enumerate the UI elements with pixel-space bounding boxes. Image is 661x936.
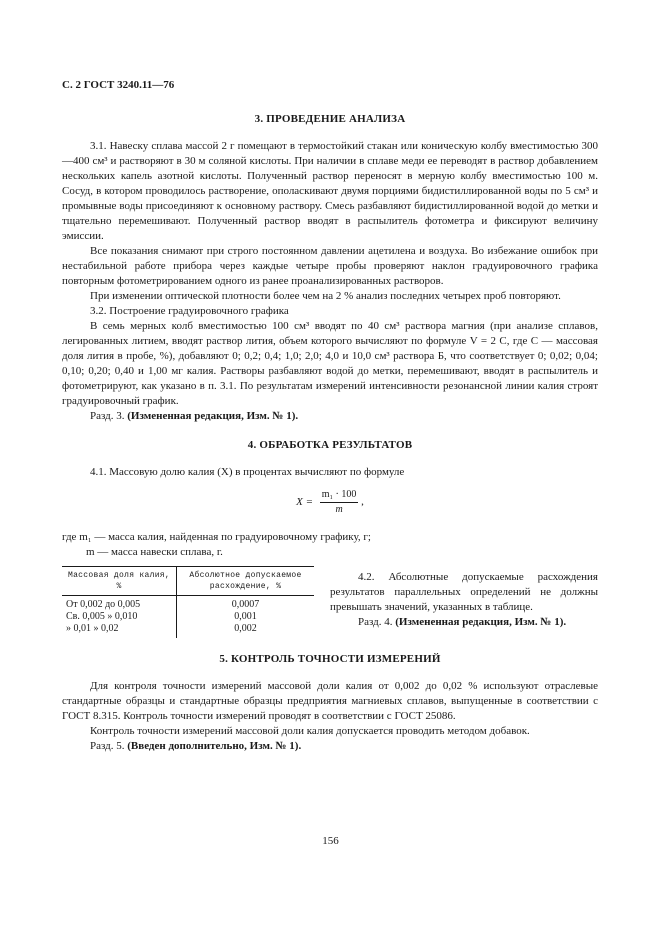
formula-tail: , — [361, 495, 364, 508]
table-header-mass-fraction: Массовая доля калия, % — [62, 567, 177, 596]
paragraph-3-1: 3.1. Навеску сплава массой 2 г помещают в термостойкий стакан или коническую колбу вместимостью 300—400 см³ и растворяют в 30 м соляной кислоты. При наличии в сплаве меди ее переводят в раствор добавлением нескольких капель азотной кислоты. Полученный раствор переносят в мерную колбу вместимостью 100 м. Сосуд, в котором проводилось растворение, ополаскивают двумя порциями бидистиллированной воды по 5 см³ и промывные воды присоединяют к основному раствору. Смесь разбавляют бидистиллированной водой до метки и тщательно перемешивают. Полученный раствор вводят в распылитель фотометра и фиксируют величину эмиссии. — [62, 140, 598, 242]
note-prefix: Разд. 4. — [358, 616, 396, 628]
table-cell-value: 0,001 — [234, 611, 257, 622]
formula-denominator: m — [335, 504, 343, 515]
paragraph-4-2-block — [330, 566, 598, 638]
tolerance-table — [62, 566, 314, 638]
table-cell-value: 0,0007 — [231, 599, 260, 610]
section-3 — [62, 112, 598, 424]
paragraph-3-2-title: 3.2. Построение градуировочного графика — [90, 305, 289, 317]
table-cell-range: Св. 0,005 » 0,010 — [62, 611, 177, 623]
note-amendment: (Измененная редакция, Изм. № 1). — [395, 616, 567, 628]
section-3-note — [62, 409, 598, 424]
section-4-note — [330, 615, 598, 630]
paragraph-5-2: Контроль точности измерений массовой доли калия допускается проводить методом добавок. — [90, 725, 530, 737]
table-header-tolerance: Абсолютное допускаемое расхождение, % — [177, 567, 315, 596]
note-prefix: Разд. 3. — [90, 410, 128, 422]
section-5-title: 5. КОНТРОЛЬ ТОЧНОСТИ ИЗМЕРЕНИЙ — [219, 653, 441, 665]
paragraph-3-1-repeat: При изменении оптической плотности более чем на 2 % анализ последних четырех проб повторяют. — [90, 290, 561, 302]
note-amendment: (Измененная редакция, Изм. № 1). — [127, 410, 299, 422]
table-cell-range: » 0,01 » 0,02 — [62, 623, 177, 638]
note-prefix: Разд. 5. — [90, 740, 128, 752]
section-4-title: 4. ОБРАБОТКА РЕЗУЛЬТАТОВ — [247, 439, 413, 451]
page-number: 156 — [322, 835, 339, 847]
section-5 — [62, 652, 598, 754]
note-amendment: (Введен дополнительно, Изм. № 1). — [127, 740, 302, 752]
table-cell-range: От 0,002 до 0,005 — [62, 596, 177, 612]
section-5-note — [62, 739, 598, 754]
paragraph-3-2: В семь мерных колб вместимостью 100 см³ вводят по 40 см³ раствора магния (при анализе сплавов, легированных литием, вводят раствор лития, объем которого вычисляют по формуле V = 2 C, где C — массовая доля лития в пробе, %), добавляют 0; 0,2; 0,4; 1,0; 2,0; 4,0 и 10,0 см³ раствора Б, что соответствует 0; 0,02; 0,04; 0,10; 0,20; 0,40 и 1,00 мг калия. Растворы разбавляют водой до метки, перемешивают, вводят в распылитель и фотометрируют, как указано в п. 3.1. По результатам измерений интенсивности резонансной линии калия строят градуировочный график. — [62, 320, 598, 407]
section-3-title: 3. ПРОВЕДЕНИЕ АНАЛИЗА — [254, 113, 406, 125]
formula-fraction — [320, 488, 359, 516]
formula-lhs: X = — [296, 495, 314, 508]
definition-m: m — масса навески сплава, г. — [86, 546, 223, 558]
paragraph-4-2: 4.2. Абсолютные допускаемые расхождения результатов параллельных определений не должны превышать значений, указанных в таблице. — [330, 571, 598, 613]
formula-numerator: m₁ · 100 — [320, 488, 359, 503]
formula — [62, 488, 598, 522]
formula-definitions — [62, 530, 598, 560]
section-4 — [62, 438, 598, 638]
definition-m1: где m₁ — масса калия, найденная по градуировочному графику, г; — [62, 531, 371, 543]
document-page — [62, 78, 598, 754]
paragraph-3-1-readings: Все показания снимают при строго постоянном давлении ацетилена и воздуха. Во избежание ошибок при нестабильной работе прибора через каждые четыре пробы проверяют наклон градуировочного графика повторным фотометрированием одного из ранее проанализированных растворов. — [62, 245, 598, 287]
table-row — [62, 611, 314, 623]
table-row — [62, 623, 314, 638]
page-header: С. 2 ГОСТ 3240.11—76 — [62, 79, 175, 91]
table-cell-value: 0,002 — [234, 623, 257, 634]
paragraph-5-1: Для контроля точности измерений массовой доли калия от 0,002 до 0,02 % используют отраслевые стандартные образцы и стандартные образцы предприятия магниевых сплавов, выпущенные в соответствии с ГОСТ 8.315. Контроль точности измерений проводят в соответствии с ГОСТ 25086. — [62, 680, 598, 722]
paragraph-4-1: 4.1. Массовую долю калия (X) в процентах вычисляют по формуле — [90, 466, 405, 478]
table-row — [62, 596, 314, 612]
table-block — [62, 566, 598, 638]
